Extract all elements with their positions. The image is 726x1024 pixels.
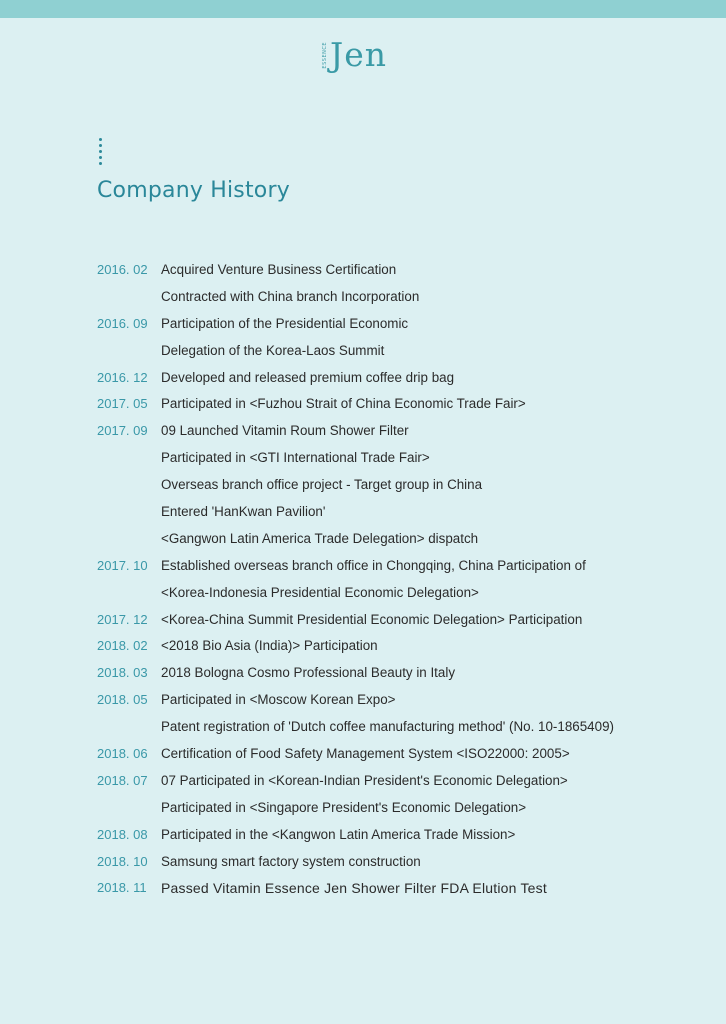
history-date: 2018. 07 — [97, 772, 148, 788]
history-row — [97, 713, 697, 740]
history-date: 2017. 10 — [97, 557, 148, 573]
history-event: Participation of the Presidential Economic — [161, 315, 409, 331]
history-row — [97, 552, 697, 579]
history-row — [97, 606, 697, 633]
history-row — [97, 794, 697, 821]
history-event: Participated in <Singapore President's Economic Delegation> — [161, 799, 527, 815]
history-row — [97, 498, 697, 525]
history-date: 2017. 09 — [97, 423, 148, 439]
history-event: 09 Launched Vitamin Roum Shower Filter — [161, 423, 409, 439]
history-event: Contracted with China branch Incorporation — [161, 288, 420, 304]
history-event: Passed Vitamin Essence Jen Shower Filter FDA Elution Test — [161, 879, 547, 896]
history-date: 2018. 10 — [97, 853, 148, 869]
history-event: <Gangwon Latin America Trade Delegation> dispatch — [161, 530, 479, 546]
history-date: 2018. 06 — [97, 745, 148, 761]
history-event: Certification of Food Safety Management System <ISO22000: 2005> — [161, 745, 570, 761]
history-event: Participated in the <Kangwon Latin America Trade Mission> — [161, 826, 516, 842]
history-row — [97, 848, 697, 875]
decorative-dots-icon — [99, 138, 103, 165]
history-date: 2018. 08 — [97, 826, 148, 842]
logo-side-text: ESSENCE — [322, 42, 328, 69]
history-date: 2016. 02 — [97, 261, 148, 277]
history-event: <Korea-Indonesia Presidential Economic Delegation> — [161, 584, 479, 600]
history-date: 2018. 03 — [97, 665, 148, 681]
history-date: 2018. 05 — [97, 692, 148, 708]
history-row — [97, 444, 697, 471]
history-row — [97, 417, 697, 444]
history-row — [97, 471, 697, 498]
history-event: Overseas branch office project - Target group in China — [161, 477, 483, 493]
logo-wordmark: Jen — [330, 35, 388, 74]
history-date: 2018. 02 — [97, 638, 148, 654]
top-banner-bar — [0, 0, 726, 18]
history-event: Patent registration of 'Dutch coffee manufacturing method' (No. 10-1865409) — [161, 719, 614, 735]
history-date: 2016. 12 — [97, 369, 148, 385]
history-date: 2016. 09 — [97, 315, 148, 331]
history-row — [97, 821, 697, 848]
history-event: Samsung smart factory system construction — [161, 853, 421, 869]
history-row — [97, 767, 697, 794]
history-row — [97, 740, 697, 767]
history-row — [97, 686, 697, 713]
history-event: Participated in <GTI International Trade Fair> — [161, 450, 430, 466]
history-event: Acquired Venture Business Certification — [161, 261, 397, 277]
history-event: Developed and released premium coffee drip bag — [161, 369, 455, 385]
history-event: Delegation of the Korea-Laos Summit — [161, 342, 385, 358]
history-row — [97, 390, 697, 417]
history-date: 2017. 05 — [97, 396, 148, 412]
history-row — [97, 364, 697, 391]
history-event: 07 Participated in <Korean-Indian President's Economic Delegation> — [161, 772, 568, 788]
history-row — [97, 632, 697, 659]
history-event: 2018 Bologna Cosmo Professional Beauty in Italy — [161, 665, 456, 681]
history-date: 2018. 11 — [97, 880, 147, 896]
history-row — [97, 874, 697, 901]
history-row — [97, 310, 697, 337]
history-row — [97, 256, 697, 283]
history-event: Participated in <Fuzhou Strait of China Economic Trade Fair> — [161, 396, 526, 412]
history-row — [97, 283, 697, 310]
history-list — [97, 256, 697, 901]
history-row — [97, 525, 697, 552]
page-title: Company History — [97, 178, 290, 203]
history-event: Established overseas branch office in Chongqing, China Participation of — [161, 557, 586, 573]
history-row — [97, 579, 697, 606]
history-event: Entered 'HanKwan Pavilion' — [161, 503, 326, 519]
history-event: <Korea-China Summit Presidential Economic Delegation> Participation — [161, 611, 583, 627]
brand-logo — [322, 35, 388, 78]
history-row — [97, 337, 697, 364]
history-event: <2018 Bio Asia (India)> Participation — [161, 638, 378, 654]
history-row — [97, 659, 697, 686]
history-event: Participated in <Moscow Korean Expo> — [161, 692, 396, 708]
history-date: 2017. 12 — [97, 611, 148, 627]
